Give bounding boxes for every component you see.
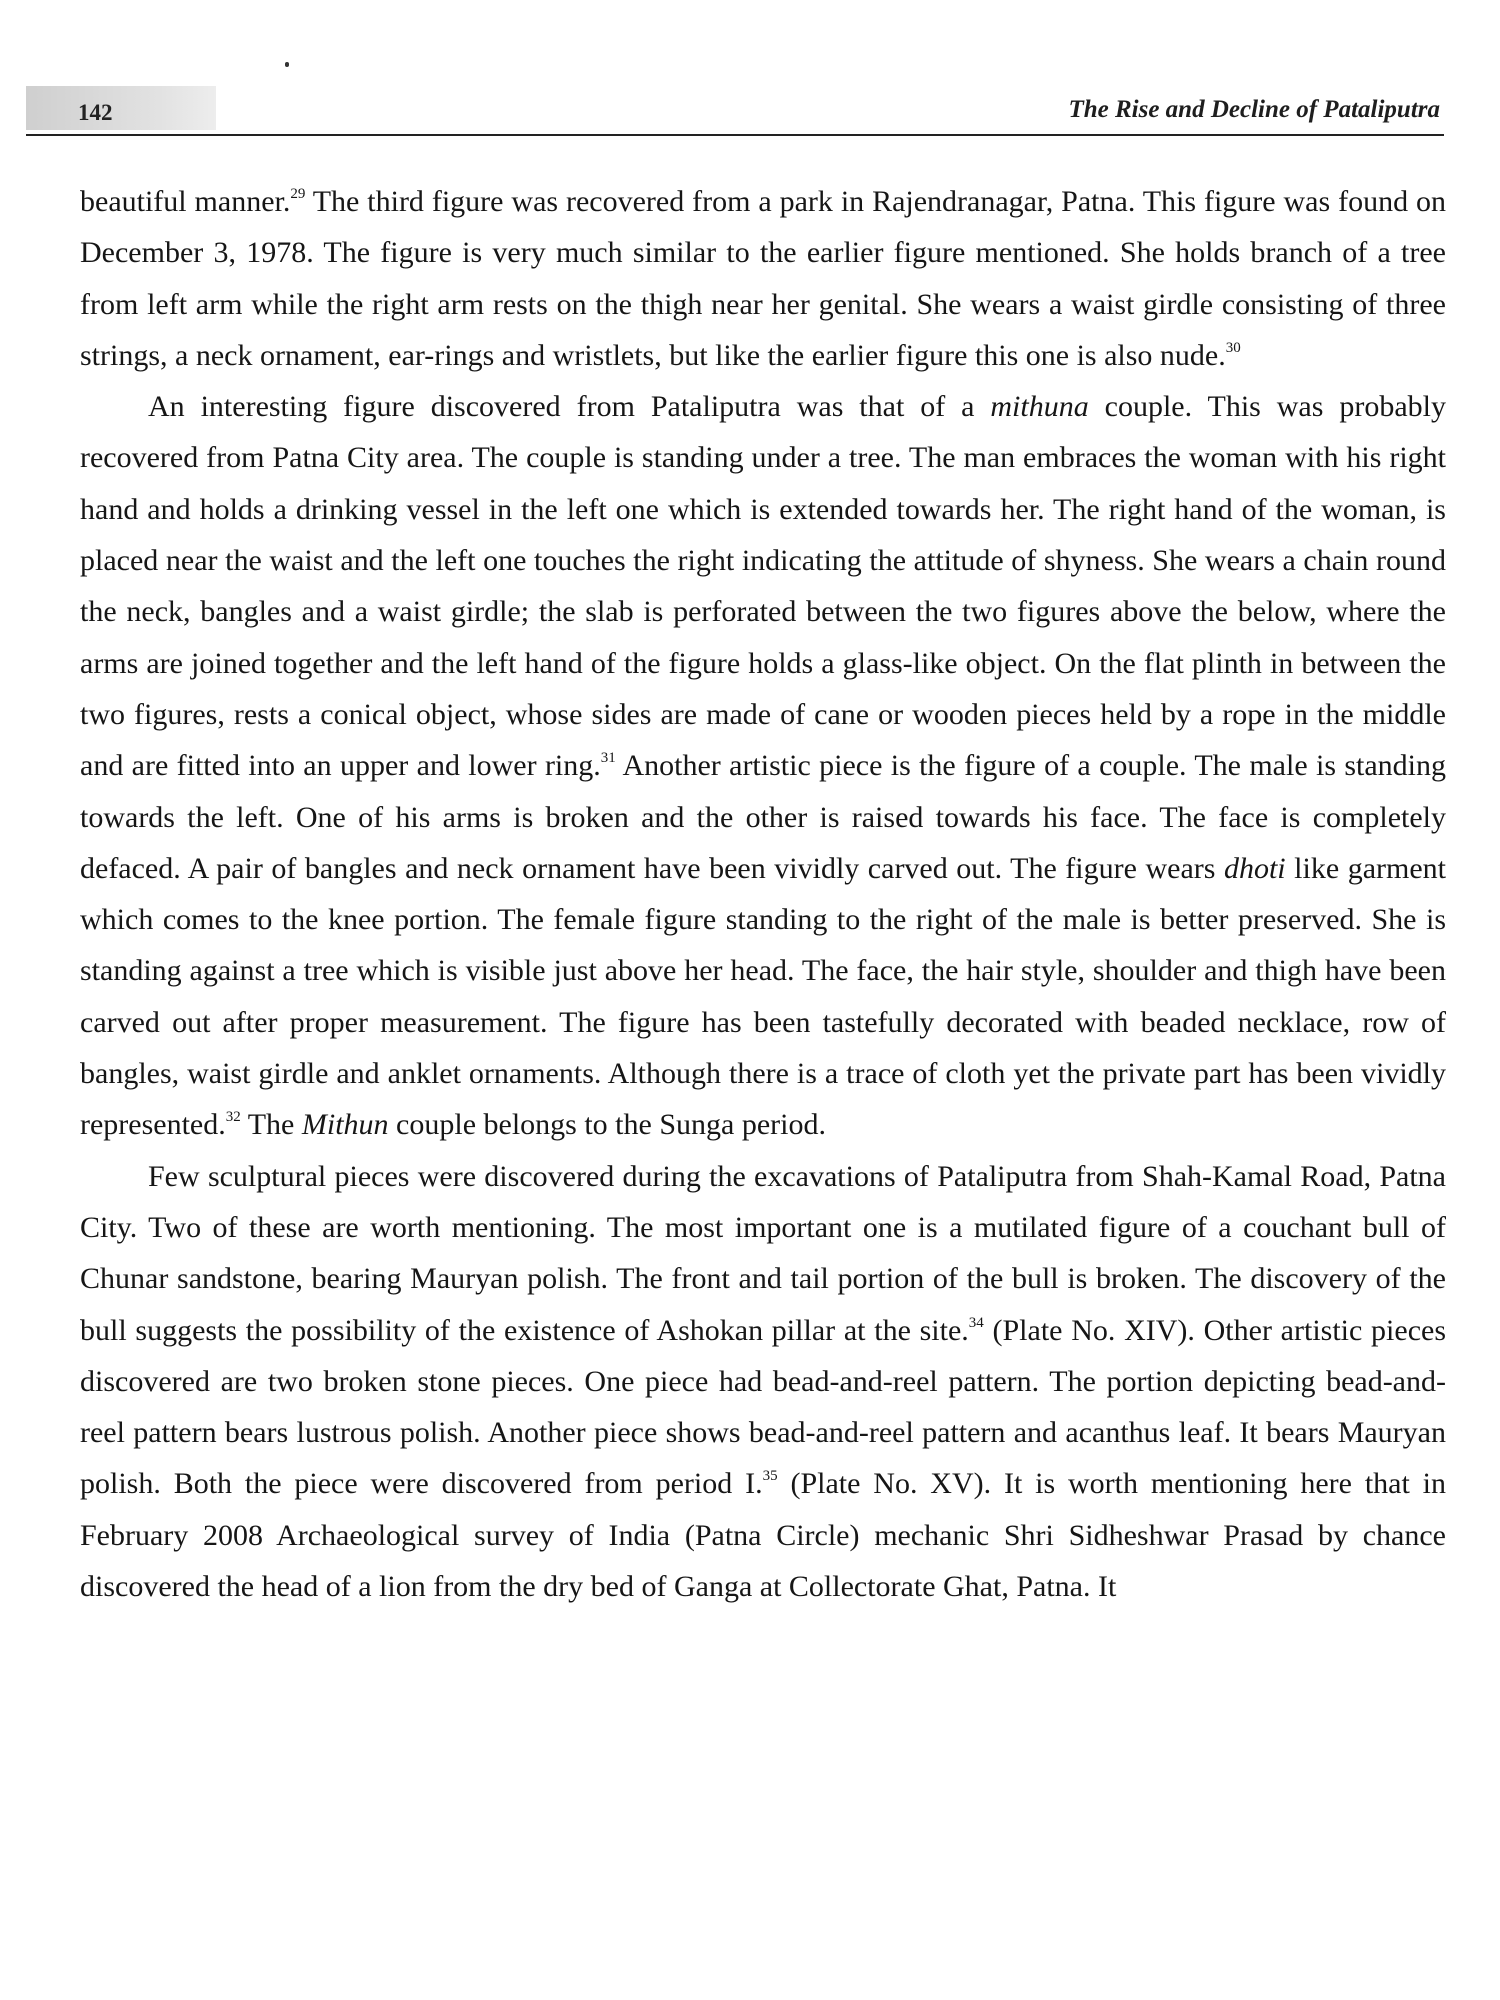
footnote-ref: 34	[968, 1314, 984, 1331]
text-run: (Plate No. XV). It is worth mentioning here that in February 2008 Archaeological survey of India (Patna Circle) mechanic Shri Sidheshwar Prasad by chance discovered the head of a lion from the dry bed of Ganga at Collectorate Ghat, Patna. It	[80, 1467, 1446, 1604]
italic-term: mithuna	[990, 390, 1089, 424]
text-run: (Plate No. XIV). Other artistic pieces discovered are two broken stone pieces. One piece had bead-and-reel pattern. The portion depicting bead-and-reel pattern bears lustrous polish. Another piece shows bead-and-reel pattern and acanthus leaf. It bears Mauryan polish. Both the piece were discovered from period I.	[80, 1313, 1446, 1501]
footnote-ref: 30	[1225, 339, 1241, 356]
text-run: beautiful manner.	[80, 185, 291, 218]
scan-speck	[285, 62, 289, 67]
footnote-ref: 31	[600, 750, 616, 767]
footnote-ref: 32	[225, 1109, 241, 1126]
text-run: couple belongs to the Sunga period.	[388, 1108, 826, 1142]
page-number-box	[26, 86, 216, 130]
text-run: Few sculptural pieces were discovered during the excavations of Pataliputra from Shah-Kamal Road, Patna City. Two of these are worth mentioning. The most important one is a mutilated figure of a couchant bull of Chunar sandstone, bearing Mauryan polish. The front and tail portion of the bull is broken. The discovery of the bull suggests the possibility of the existence of Ashokan pillar at the site.	[80, 1159, 1446, 1347]
running-header	[26, 84, 1444, 136]
running-title: The Rise and Decline of Pataliputra	[1068, 96, 1440, 123]
paragraph-2	[80, 381, 1446, 1150]
text-run: like garment which comes to the knee portion. The female figure standing to the right of the male is better preserved. She is standing against a tree which is visible just above her head. The face, the hair style, shoulder and thigh have been carved out after proper measurement. The figure has been tastefully decorated with beaded necklace, row of bangles, waist girdle and anklet ornaments. Although there is a trace of cloth yet the private part has been vividly represented.	[80, 851, 1446, 1142]
body-text	[80, 176, 1446, 1612]
text-run: Another artistic piece is the figure of a couple. The male is standing towards the left. One of his arms is broken and the other is raised towards his face. The face is completely defaced. A pair of bangles and neck ornament have been vividly carved out. The figure wears	[80, 749, 1447, 885]
text-run: The	[240, 1108, 302, 1142]
text-run: couple. This was probably recovered from Patna City area. The couple is standing under a tree. The man embraces the woman with his right hand and holds a drinking vessel in the left one which is extended towards her. The right hand of the woman, is placed near the waist and the left one touches the right indicating the attitude of shyness. She wears a chain round the neck, bangles and a waist girdle; the slab is perforated between the two figures above the below, where the arms are joined together and the left hand of the figure holds a glass-like object. On the flat plinth in between the two figures, rests a conical object, whose sides are made of cane or wooden pieces held by a rope in the middle and are fitted into an upper and lower ring.	[80, 390, 1446, 783]
page-number: 142	[78, 100, 113, 125]
paragraph-1	[80, 176, 1446, 381]
footnote-ref: 29	[290, 186, 306, 202]
italic-term: Mithun	[301, 1108, 389, 1142]
italic-term: dhoti	[1223, 851, 1286, 885]
text-run: The third figure was recovered from a park in Rajendranagar, Patna. This figure was found on December 3, 1978. The figure is very much similar to the earlier figure mentioned. She holds branch of a tree from left arm while the right arm rests on the thigh near her genital. She wears a waist girdle consisting of three strings, a neck ornament, ear-rings and wristlets, but like the earlier figure this one is also nude.	[80, 185, 1446, 372]
paragraph-3	[80, 1151, 1446, 1613]
footnote-ref: 35	[762, 1468, 778, 1485]
text-run: An interesting figure discovered from Pataliputra was that of a	[148, 390, 991, 424]
